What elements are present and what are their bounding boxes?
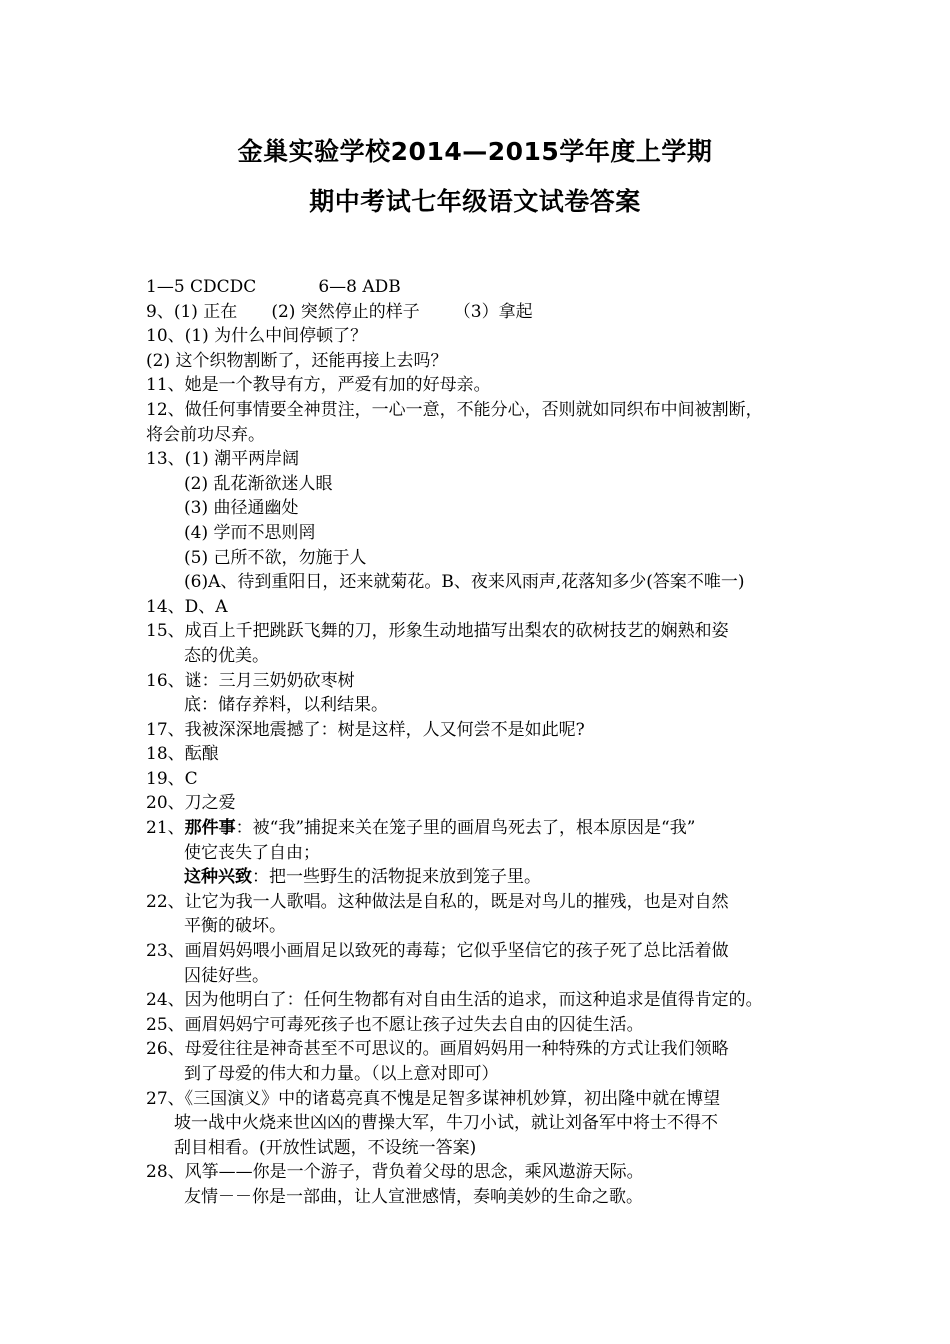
answer-13-1: 13、(1) 潮平两岸阔 xyxy=(146,449,300,470)
answer-1-8: 1—5 CDCDC 6—8 ADB xyxy=(146,277,401,297)
document-title-line-2: 期中考试七年级语文试卷答案 xyxy=(309,187,641,216)
answer-23-1: 23、画眉妈妈喂小画眉足以致死的毒莓；它似乎坚信它的孩子死了总比活着做 xyxy=(146,941,729,962)
answer-18: 18、酝酿 xyxy=(146,744,219,765)
answer-12-1: 12、做任何事情要全神贯注，一心一意，不能分心，否则就如同织布中间被割断， xyxy=(146,399,763,420)
answer-26-2: 到了母爱的伟大和力量。（以上意对即可） xyxy=(184,1064,499,1084)
answer-22-2: 平衡的破坏。 xyxy=(184,916,286,937)
answer-28-1: 28、风筝——你是一个游子，背负着父母的思念，乘风遨游天际。 xyxy=(146,1162,644,1183)
answer-20: 20、刀之爱 xyxy=(146,793,236,814)
answer-27-3: 刮目相看。(开放性试题，不设统一答案) xyxy=(174,1137,477,1158)
answer-13-4: (4) 学而不思则罔 xyxy=(184,522,316,543)
answer-10-1: 10、(1) 为什么中间停顿了？ xyxy=(146,326,368,347)
answer-11: 11、她是一个教导有方，严爱有加的好母亲。 xyxy=(146,375,491,396)
answer-list xyxy=(146,275,816,1210)
answer-14: 14、D、A xyxy=(146,596,228,617)
answer-27-2: 坡一战中火烧来世凶凶的曹操大军，牛刀小试，就让刘备军中将士不得不 xyxy=(174,1113,718,1134)
answer-26-1: 26、母爱往往是神奇甚至不可思议的。画眉妈妈用一种特殊的方式让我们领略 xyxy=(146,1039,729,1060)
answer-27-1: 27、《三国演义》中的诸葛亮真不愧是足智多谋神机妙算，初出隆中就在博望 xyxy=(146,1088,721,1109)
answer-23-2: 囚徒好些。 xyxy=(184,965,269,986)
answer-13-5: (5) 己所不欲，勿施于人 xyxy=(184,547,367,568)
answer-12-2: 将会前功尽弃。 xyxy=(146,424,265,445)
answer-13-6: (6)A、待到重阳日，还来就菊花。B、夜来风雨声,花落知多少(答案不唯一) xyxy=(184,572,745,593)
answer-24: 24、因为他明白了：任何生物都有对自由生活的追求，而这种追求是值得肯定的。 xyxy=(146,990,763,1011)
answer-10-2: (2) 这个织物割断了，还能再接上去吗？ xyxy=(146,350,448,371)
answer-16-1: 16、谜：三月三奶奶砍枣树 xyxy=(146,670,355,691)
answer-22-1: 22、让它为我一人歌唱。这种做法是自私的，既是对鸟儿的摧残，也是对自然 xyxy=(146,891,729,912)
answer-25: 25、画眉妈妈宁可毒死孩子也不愿让孩子过失去自由的囚徒生活。 xyxy=(146,1014,644,1035)
document-title-line-1: 金巢实验学校2014—2015学年度上学期 xyxy=(237,137,713,166)
answer-21-3: 这种兴致：把一些野生的活物捉来放到笼子里。 xyxy=(184,867,541,888)
answer-13-3: (3) 曲径通幽处 xyxy=(184,498,299,519)
answer-15-2: 态的优美。 xyxy=(184,645,269,666)
answer-15-1: 15、成百上千把跳跃飞舞的刀，形象生动地描写出梨农的砍树技艺的娴熟和姿 xyxy=(146,621,729,642)
answer-17: 17、我被深深地震撼了：树是这样，人又何尝不是如此呢? xyxy=(146,719,585,740)
answer-21-2: 使它丧失了自由； xyxy=(184,842,320,863)
answer-21-1: 21、那件事：被“我”捕捉来关在笼子里的画眉鸟死去了，根本原因是“我” xyxy=(146,818,696,839)
answer-16-2: 底：储存养料，以利结果。 xyxy=(184,695,388,716)
answer-19: 19、C xyxy=(146,768,198,789)
answer-13-2: (2) 乱花渐欲迷人眼 xyxy=(184,473,333,494)
answer-28-2: 友情－－你是一部曲，让人宣泄感情，奏响美妙的生命之歌。 xyxy=(184,1186,643,1207)
answer-9: 9、(1) 正在 (2) 突然停止的样子 （3）拿起 xyxy=(146,301,533,322)
